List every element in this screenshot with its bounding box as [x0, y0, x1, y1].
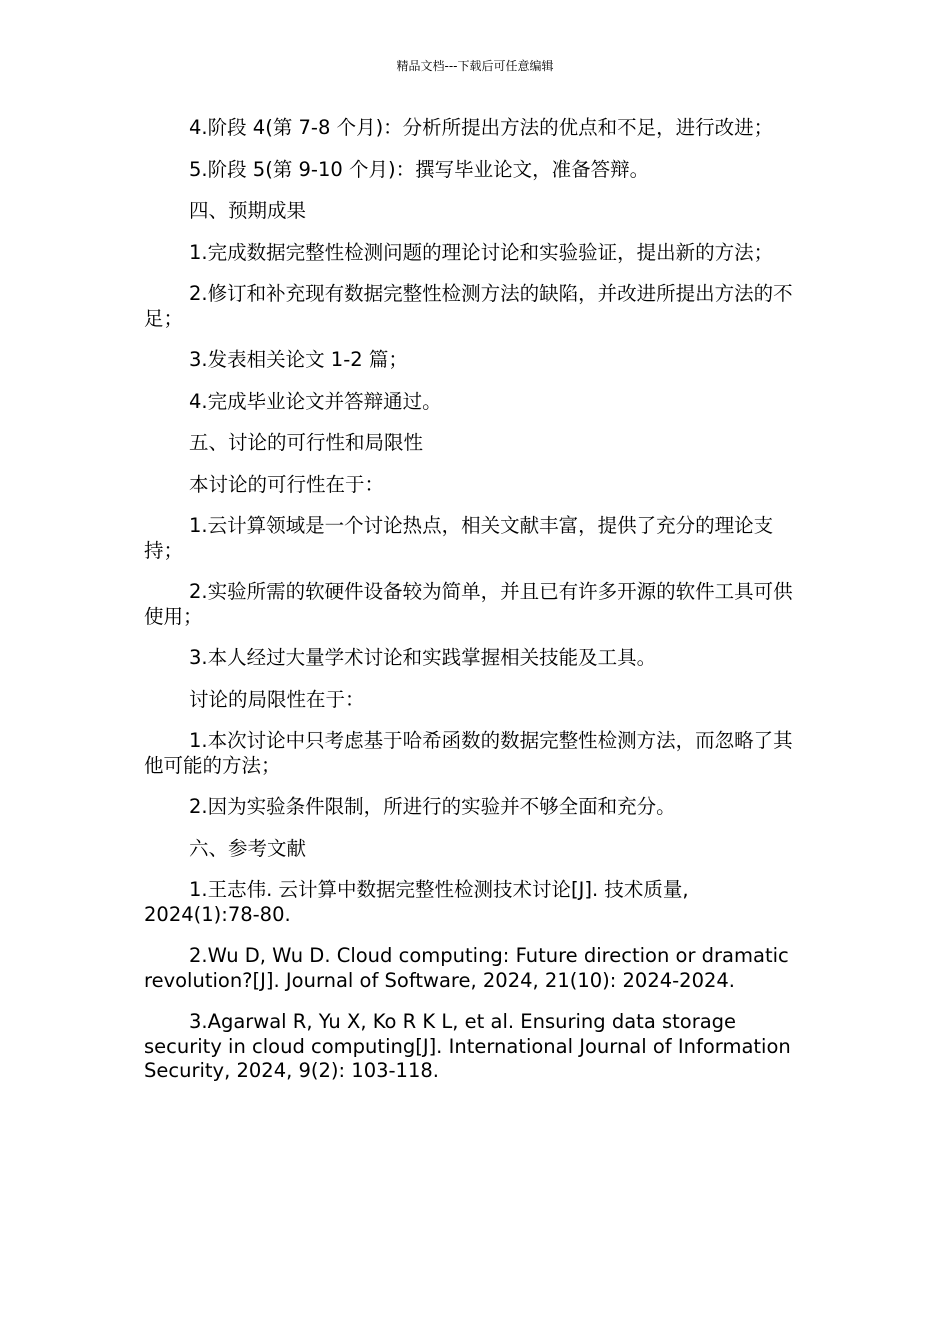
heading-feasibility-limitations: 五、讨论的可行性和局限性: [189, 431, 424, 454]
heading-expected-results: 四、预期成果: [189, 199, 307, 222]
list-item-result-3: 3.发表相关论文 1-2 篇；: [189, 348, 408, 371]
list-item-limitation-1: 1.本次讨论中只考虑基于哈希函数的数据完整性检测方法，而忽略了其他可能的方法；: [144, 729, 793, 777]
list-item-result-1: 1.完成数据完整性检测问题的理论讨论和实验验证，提出新的方法；: [189, 240, 774, 264]
reference-item-2: 2.Wu D, Wu D. Cloud computing: Future direction or dramatic revolution?[J]. Journal of Software, 2024, 21(10): 2024-2024.: [144, 944, 789, 992]
limitations-intro: 讨论的局限性在于：: [189, 687, 365, 711]
reference-item-1: 1.王志伟. 云计算中数据完整性检测技术讨论[J]. 技术质量, 2024(1):78-80.: [144, 878, 689, 926]
document-body: [144, 116, 804, 1101]
paragraph-stage-5: 5.阶段 5(第 9-10 个月)：撰写毕业论文，准备答辩。: [189, 157, 650, 181]
list-item-result-2: 2.修订和补充现有数据完整性检测方法的缺陷，并改进所提出方法的不足；: [144, 282, 793, 330]
feasibility-intro: 本讨论的可行性在于：: [189, 472, 385, 496]
list-item-feasibility-1: 1.云计算领域是一个讨论热点，相关文献丰富，提供了充分的理论支持；: [144, 514, 774, 562]
paragraph-stage-4: 4.阶段 4(第 7-8 个月)：分析所提出方法的优点和不足，进行改进；: [189, 116, 774, 139]
list-item-feasibility-3: 3.本人经过大量学术讨论和实践掌握相关技能及工具。: [189, 646, 657, 669]
reference-item-3: 3.Agarwal R, Yu X, Ko R K L, et al. Ensuring data storage security in cloud computing[J]. International Journal of Information Security, 2024, 9(2): 103-118.: [144, 1010, 791, 1082]
list-item-feasibility-2: 2.实验所需的软硬件设备较为简单，并且已有许多开源的软件工具可供使用；: [144, 580, 793, 628]
heading-references: 六、参考文献: [189, 836, 307, 860]
page-header: 精品文档---下载后可任意编辑: [396, 59, 554, 73]
list-item-limitation-2: 2.因为实验条件限制，所进行的实验并不够全面和充分。: [189, 795, 676, 818]
list-item-result-4: 4.完成毕业论文并答辩通过。: [189, 389, 442, 413]
